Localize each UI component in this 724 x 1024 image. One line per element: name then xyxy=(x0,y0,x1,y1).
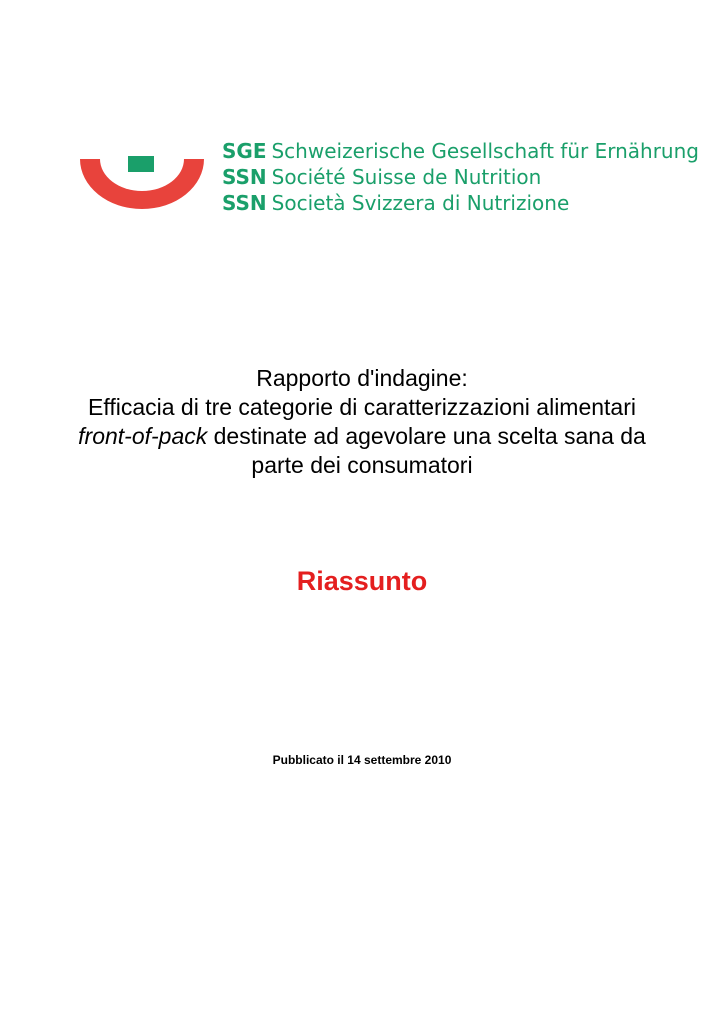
logo-name-italian: Società Svizzera di Nutrizione xyxy=(271,191,570,215)
report-title-line-1: Rapporto d'indagine: xyxy=(256,365,468,391)
report-title-italic-term: front-of-pack xyxy=(78,423,208,449)
logo-line-french xyxy=(222,164,699,190)
logo-abbr-ssn-it: SSN xyxy=(222,191,267,215)
organization-logo xyxy=(80,138,699,228)
report-title-line-2: Efficacia di tre categorie di caratterizzazioni alimentari xyxy=(88,394,636,420)
logo-wordmark xyxy=(222,138,699,216)
publication-date: Pubblicato il 14 settembre 2010 xyxy=(272,753,452,767)
report-title-line-3 xyxy=(0,422,724,451)
logo-name-french: Société Suisse de Nutrition xyxy=(271,165,542,189)
report-title-line-3-rest: destinate ad agevolare una scelta sana da xyxy=(207,423,646,449)
logo-emblem xyxy=(80,138,210,218)
logo-abbr-ssn-fr: SSN xyxy=(222,165,267,189)
logo-line-german xyxy=(222,138,699,164)
logo-green-square xyxy=(128,156,154,172)
summary-heading: Riassunto xyxy=(296,566,428,596)
logo-name-german: Schweizerische Gesellschaft für Ernährung xyxy=(271,139,699,163)
logo-line-italian xyxy=(222,190,699,216)
report-title xyxy=(0,364,724,480)
logo-abbr-sge: SGE xyxy=(222,139,267,163)
report-title-line-4: parte dei consumatori xyxy=(251,452,473,478)
